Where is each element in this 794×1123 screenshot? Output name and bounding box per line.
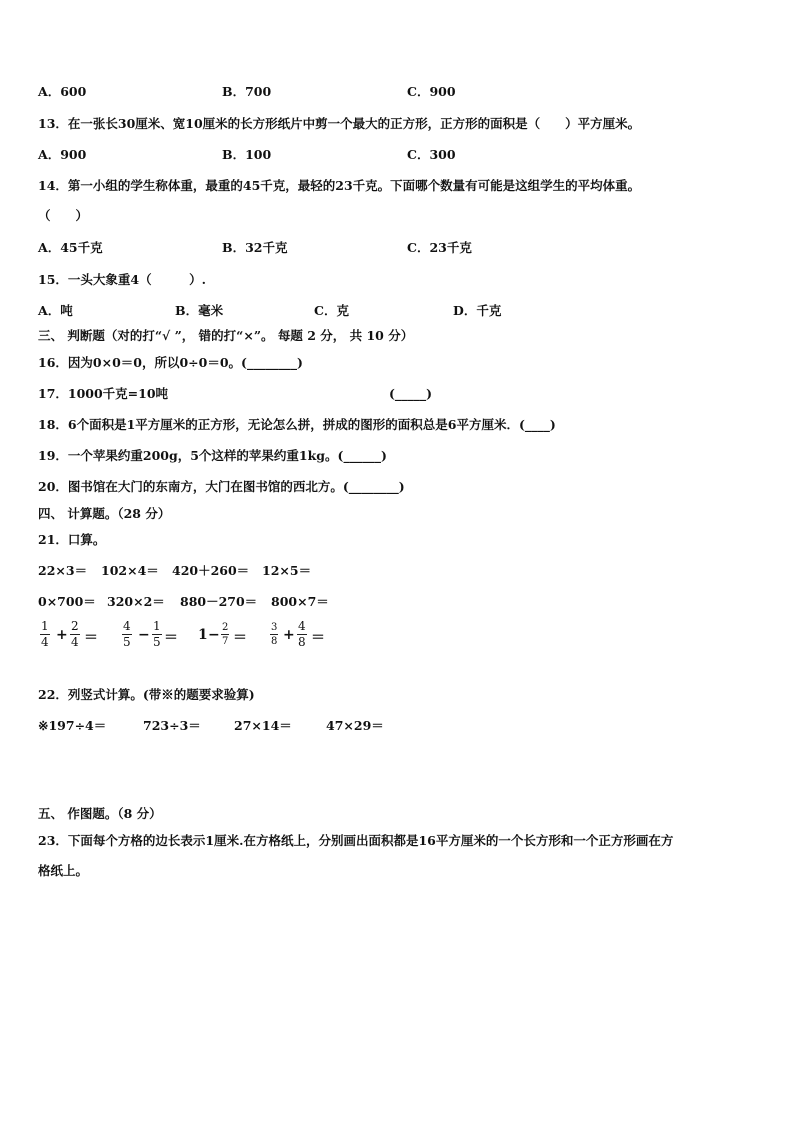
equals-sign: ＝ [233, 630, 247, 646]
q14-option-c: C．23千克 [407, 240, 472, 255]
equals-sign: ＝ [311, 630, 325, 646]
q15-option-c: C．克 [314, 303, 349, 318]
whole-number: 1 [198, 627, 208, 643]
denominator: 8 [271, 636, 278, 647]
q21-fraction-1a [40, 620, 50, 649]
q21-calc-5: 0×700＝ [38, 594, 96, 609]
denominator: 5 [123, 635, 131, 649]
q19-stem: 19．一个苹果约重200g，5个这样的苹果约重1kg。(______) [38, 448, 387, 463]
denominator: 8 [298, 635, 306, 649]
numerator: 1 [41, 619, 49, 633]
numerator: 3 [271, 622, 278, 633]
numerator: 4 [123, 619, 131, 633]
q13-option-c: C．300 [407, 147, 456, 162]
q15-stem: 15．一头大象重4（ ）. [38, 272, 206, 287]
denominator: 5 [153, 635, 161, 649]
q23-stem-line-1: 23．下面每个方格的边长表示1厘米.在方格纸上，分别画出面积都是16平方厘米的一个长方形和一个正方形画在方 [38, 833, 674, 848]
q17-stem: 17．1000千克=10吨 [38, 386, 169, 401]
q14-answer-paren: （ ） [38, 208, 89, 223]
q21-calc-1: 22×3＝ [38, 563, 88, 578]
q15-option-b: B．毫米 [175, 303, 224, 318]
q14-option-a: A．45千克 [38, 240, 103, 255]
q22-calc-2: 723÷3＝ [143, 718, 201, 733]
q21-calc-3: 420＋260＝ [172, 563, 250, 578]
q14-option-b: B．32千克 [222, 240, 288, 255]
q18-stem: 18．6个面积是1平方厘米的正方形，无论怎么拼，拼成的图形的面积总是6平方厘米．(____) [38, 417, 556, 432]
numerator: 4 [298, 619, 306, 633]
denominator: 4 [41, 635, 49, 649]
q23-stem-line-2: 格纸上。 [38, 863, 89, 878]
q22-calc-4: 47×29＝ [326, 718, 384, 733]
q21-stem: 21．口算。 [38, 532, 106, 547]
q22-stem: 22．列竖式计算。(带※的题要求验算) [38, 687, 255, 702]
q21-fraction-4b [297, 620, 307, 649]
section-3-heading: 三、 判断题（对的打“√ ”， 错的打“×”。 每题 2 分， 共 10 分） [38, 328, 414, 343]
q22-calc-3: 27×14＝ [234, 718, 292, 733]
q15-option-a: A．吨 [38, 303, 73, 318]
minus-sign: − [138, 627, 150, 643]
q13-option-a: A．900 [38, 147, 87, 162]
equals-sign: ＝ [84, 630, 98, 646]
q21-fraction-4a [270, 622, 278, 647]
plus-sign: + [56, 627, 68, 643]
q13-stem: 13．在一张长30厘米、宽10厘米的长方形纸片中剪一个最大的正方形，正方形的面积是（ ）平方厘米。 [38, 116, 641, 131]
q21-fraction-2b [152, 620, 162, 649]
q21-fraction-1b [70, 620, 80, 649]
numerator: 2 [222, 622, 229, 633]
section-5-heading: 五、 作图题。（8 分） [38, 806, 162, 821]
minus-sign: − [208, 627, 220, 643]
q21-fraction-2a [122, 620, 132, 649]
q16-stem: 16．因为0×0＝0，所以0÷0＝0。(________) [38, 355, 303, 370]
q12-option-a: A．600 [38, 84, 87, 99]
denominator: 4 [71, 635, 79, 649]
q21-fraction-3 [221, 622, 229, 647]
q21-calc-8: 800×7＝ [271, 594, 329, 609]
section-4-heading: 四、 计算题。（28 分） [38, 506, 171, 521]
equals-sign: ＝ [164, 630, 178, 646]
q20-stem: 20．图书馆在大门的东南方，大门在图书馆的西北方。(________) [38, 479, 405, 494]
q21-calc-7: 880－270＝ [180, 594, 258, 609]
plus-sign: + [283, 627, 295, 643]
q15-option-d: D．千克 [453, 303, 502, 318]
denominator: 7 [222, 636, 229, 647]
numerator: 2 [71, 619, 79, 633]
q12-option-b: B．700 [222, 84, 272, 99]
q12-option-c: C．900 [407, 84, 456, 99]
q17-answer-blank: (_____) [389, 386, 433, 401]
q21-calc-4: 12×5＝ [262, 563, 312, 578]
numerator: 1 [153, 619, 161, 633]
q14-stem: 14．第一小组的学生称体重，最重的45千克，最轻的23千克。下面哪个数量有可能是这组学生的平均体重。 [38, 178, 641, 193]
q22-calc-1: ※197÷4＝ [38, 718, 107, 733]
q21-calc-2: 102×4＝ [101, 563, 159, 578]
q21-calc-6: 320×2＝ [107, 594, 165, 609]
q13-option-b: B．100 [222, 147, 272, 162]
